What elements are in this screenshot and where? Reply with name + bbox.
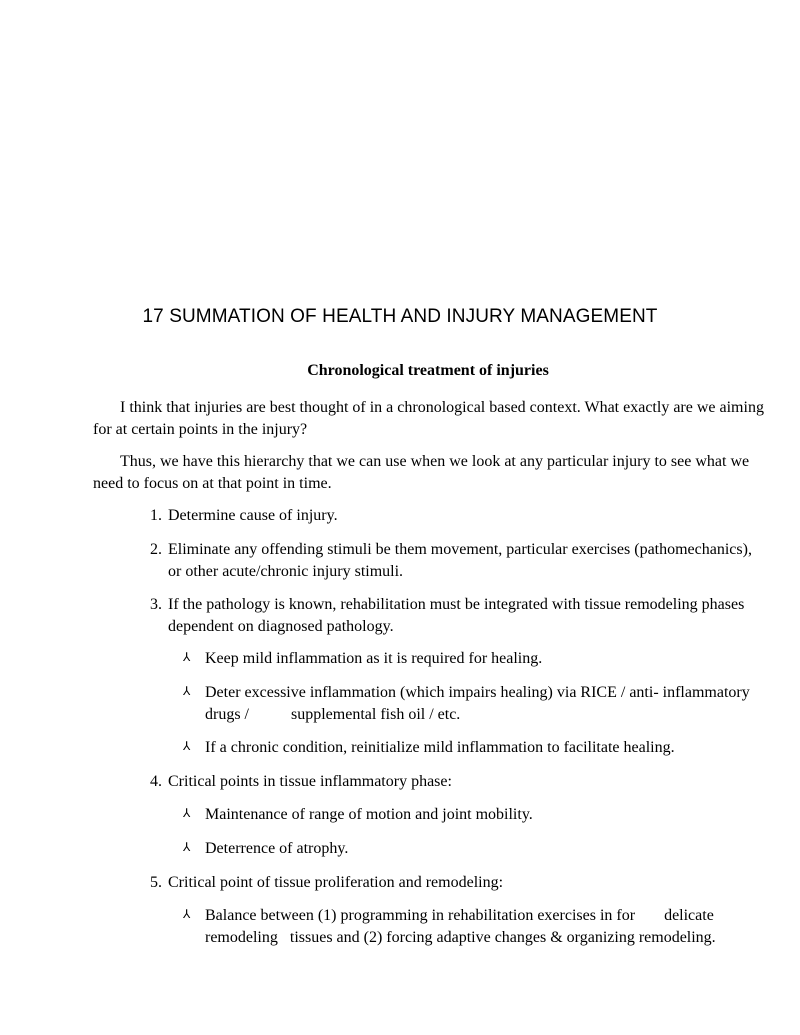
section-title: Chronological treatment of injuries <box>307 362 549 379</box>
bullet-text-line: Deter excessive inflammation (which impairs healing) via RICE / anti- inflammatory <box>205 684 750 701</box>
paragraph-1: I think that injuries are best thought of in a chronological based context. What exactly are we aiming for at certain points in the injury? <box>93 399 764 438</box>
bullet-icon: ⅄ <box>183 806 191 820</box>
list-number: 1. <box>150 507 162 524</box>
list-text: Critical points in tissue inflammatory phase: <box>168 773 452 790</box>
bullet-icon: ⅄ <box>183 650 191 664</box>
list-text: If the pathology is known, rehabilitation must be integrated with tissue remodeling phases dependent on diagnosed pathology. <box>168 596 745 635</box>
bullet-text: Deterrence of atrophy. <box>205 840 349 857</box>
bullet-text: Keep mild inflammation as it is required for healing. <box>205 650 543 667</box>
bullet-text <box>205 682 765 725</box>
bullet-text: Maintenance of range of motion and joint mobility. <box>205 806 533 823</box>
paragraph-2: Thus, we have this hierarchy that we can use when we look at any particular injury to see what we need to focus on at that point in time. <box>93 453 750 492</box>
list-number: 3. <box>150 596 162 613</box>
bullet-text-segment: delicate <box>664 907 714 924</box>
list-text: Eliminate any offending stimuli be them movement, particular exercises (pathomechanics), or other acute/chronic injury stimuli. <box>168 541 752 580</box>
bullet-icon: ⅄ <box>183 840 191 854</box>
bullet-text-segment: supplemental fish oil / etc. <box>291 705 461 723</box>
bullet-text-segment: tissues and (2) forcing adaptive changes & organizing remodeling. <box>289 928 716 946</box>
bullet-icon: ⅄ <box>183 739 191 753</box>
bullet-text <box>205 905 765 948</box>
bullet-text-segment: drugs / <box>205 705 249 723</box>
list-number: 4. <box>150 773 162 790</box>
chapter-title: 17 SUMMATION OF HEALTH AND INJURY MANAGEMENT <box>142 306 658 327</box>
bullet-text-segment: Balance between (1) programming in rehabilitation exercises in for <box>205 907 636 924</box>
list-text: Determine cause of injury. <box>168 507 338 524</box>
bullet-text: If a chronic condition, reinitialize mild inflammation to facilitate healing. <box>205 739 675 756</box>
list-text: Critical point of tissue proliferation and remodeling: <box>168 874 504 891</box>
list-number: 2. <box>150 541 162 558</box>
list-number: 5. <box>150 874 162 891</box>
bullet-icon: ⅄ <box>183 684 191 698</box>
bullet-text-segment: remodeling <box>205 928 278 946</box>
bullet-icon: ⅄ <box>183 907 191 921</box>
